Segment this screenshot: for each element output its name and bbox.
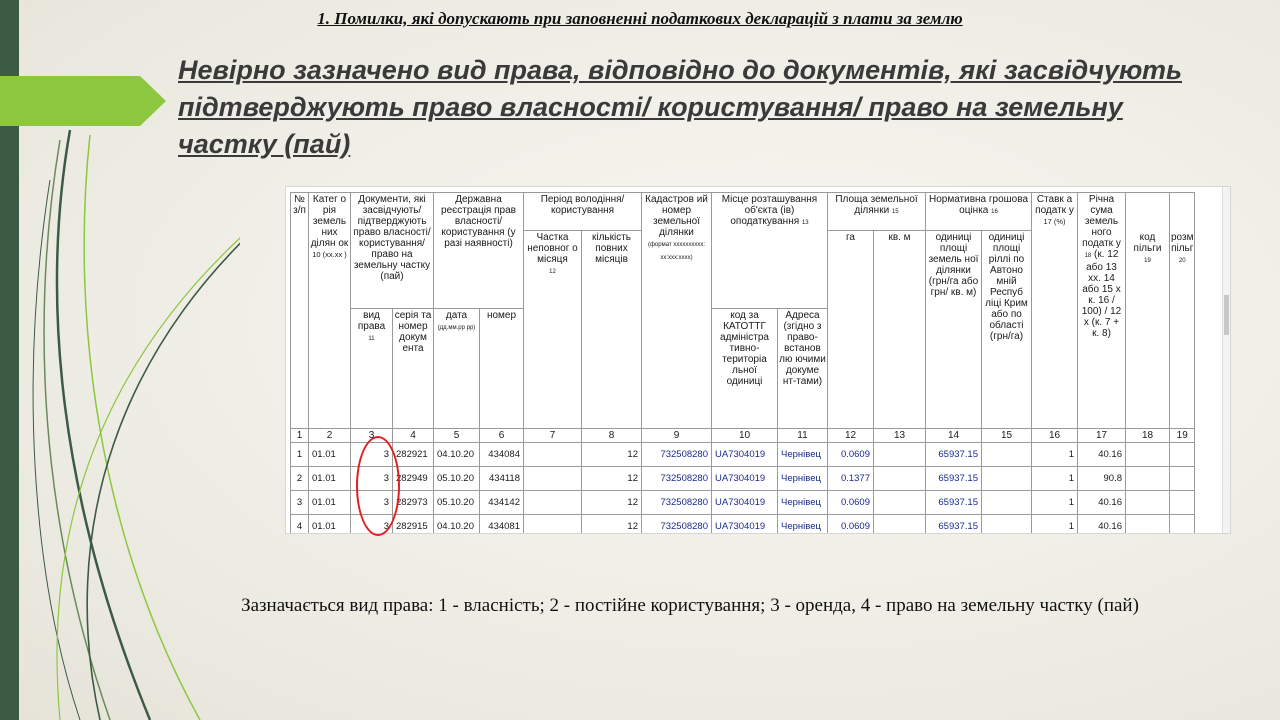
table-cell: 1 [1032, 467, 1078, 491]
th-benefit-blank2 [1170, 193, 1195, 231]
table-cell: 3 [351, 515, 393, 535]
table-cell [1126, 443, 1170, 467]
table-row [291, 515, 1195, 535]
column-number: 2 [309, 429, 351, 443]
table-cell: 01.01 [309, 467, 351, 491]
th-cadastral: Кадастров ий номер земельної ділянки (формат хххххххххх: хх:ххх:хххх) [642, 193, 712, 429]
th-loc-code: код за КАТОТТГ адміністра тивно-територіа льної одиниці [712, 309, 778, 429]
column-number: 6 [480, 429, 524, 443]
table-cell: 01.01 [309, 491, 351, 515]
table-cell: 12 [582, 491, 642, 515]
column-number: 15 [982, 429, 1032, 443]
th-reg-date: дата (дд.мм.рр рр) [434, 309, 480, 429]
table-cell: 0.0609 [828, 491, 874, 515]
th-period-part: Частка неповног о місяця 12 [524, 231, 582, 429]
table-cell: 434142 [480, 491, 524, 515]
th-docs-type: вид права 11 [351, 309, 393, 429]
table-cell: 05.10.20 [434, 491, 480, 515]
table-cell: 65937.15 [926, 443, 982, 467]
table-cell: 434081 [480, 515, 524, 535]
table-cell: Чернівец [778, 467, 828, 491]
column-number: 18 [1126, 429, 1170, 443]
table-cell: 40.16 [1078, 491, 1126, 515]
table-cell: 40.16 [1078, 443, 1126, 467]
table-cell: 3 [351, 443, 393, 467]
table-cell: 05.10.20 [434, 467, 480, 491]
th-category: Катег о рія земель них ділян ок 10 (хх.хх ) [309, 193, 351, 429]
th-val-crimea: одиниці площі ріллі по Автоно мній Респуб ліці Крим або по області (грн/га) [982, 231, 1032, 429]
table-cell: 90.8 [1078, 467, 1126, 491]
table-cell: 0.0609 [828, 443, 874, 467]
table-cell: UA7304019 [712, 515, 778, 535]
table-cell: 732508280 [642, 515, 712, 535]
scrollbar-thumb [1224, 295, 1229, 335]
table-cell: 1 [1032, 515, 1078, 535]
th-registry: Державна реєстрація прав власності/ користування (у разі наявності) [434, 193, 524, 309]
table-cell: 0.0609 [828, 515, 874, 535]
table-cell: Чернівец [778, 443, 828, 467]
table-cell: 2 [291, 467, 309, 491]
table-cell [1170, 467, 1195, 491]
th-loc-address: Адреса (згідно з право-встанов лю ючими докуме нт-тами) [778, 309, 828, 429]
table-cell: UA7304019 [712, 491, 778, 515]
th-val-unit: одиниці площі земель ної ділянки (грн/га або грн/ кв. м) [926, 231, 982, 429]
table-cell: 282949 [393, 467, 434, 491]
th-period-months: кількість повних місяців [582, 231, 642, 429]
table-cell [982, 491, 1032, 515]
table-cell: 65937.15 [926, 467, 982, 491]
declaration-table-image [285, 186, 1231, 534]
column-number-row [291, 429, 1195, 443]
column-number: 8 [582, 429, 642, 443]
declaration-table [290, 192, 1195, 534]
th-benefit-code: код пільги 19 [1126, 231, 1170, 429]
column-number: 5 [434, 429, 480, 443]
table-cell: 12 [582, 515, 642, 535]
table-cell [874, 443, 926, 467]
column-number: 11 [778, 429, 828, 443]
table-cell [524, 467, 582, 491]
table-cell [1126, 467, 1170, 491]
table-cell: 3 [351, 491, 393, 515]
table-cell: 282921 [393, 443, 434, 467]
table-cell: 12 [582, 467, 642, 491]
table-cell: 04.10.20 [434, 443, 480, 467]
table-cell: 732508280 [642, 443, 712, 467]
table-cell: 0.1377 [828, 467, 874, 491]
table-cell [1126, 515, 1170, 535]
table-cell: UA7304019 [712, 467, 778, 491]
th-area-ha: га [828, 231, 874, 429]
table-cell: 65937.15 [926, 515, 982, 535]
table-cell: Чернівец [778, 515, 828, 535]
table-cell: 3 [291, 491, 309, 515]
table-row [291, 467, 1195, 491]
th-valuation: Нормативна грошова оцінка 16 [926, 193, 1032, 231]
table-cell [524, 491, 582, 515]
column-number: 16 [1032, 429, 1078, 443]
table-cell: 1 [291, 443, 309, 467]
table-cell [524, 515, 582, 535]
slide-header: 1. Помилки, які допускають при заповненні податкових декларацій з плати за землю [317, 9, 963, 28]
table-cell: 65937.15 [926, 491, 982, 515]
table-row [291, 443, 1195, 467]
table-row [291, 491, 1195, 515]
th-annual: Річна сума земель ного податк у 18 (к. 12 або 13 хх. 14 або 15 х к. 16 / 100) / 12 х (к. 7 + к. 8) [1078, 193, 1126, 429]
column-number: 17 [1078, 429, 1126, 443]
table-cell [982, 443, 1032, 467]
table-cell: 12 [582, 443, 642, 467]
table-cell: 1 [1032, 491, 1078, 515]
th-rate: Ставк а податк у 17 (%) [1032, 193, 1078, 429]
th-reg-number: номер [480, 309, 524, 429]
th-area-m: кв. м [874, 231, 926, 429]
table-cell: Чернівец [778, 491, 828, 515]
table-cell: 4 [291, 515, 309, 535]
decorative-swooshes [0, 120, 240, 720]
table-cell [874, 491, 926, 515]
column-number: 19 [1170, 429, 1195, 443]
th-benefit-amt: розм пільг 20 [1170, 231, 1195, 429]
green-arrow-tab [0, 76, 166, 126]
column-number: 4 [393, 429, 434, 443]
table-cell: 434084 [480, 443, 524, 467]
table-cell [874, 515, 926, 535]
th-location: Місце розташування об'єкта (ів) оподаткування 13 [712, 193, 828, 309]
column-number: 10 [712, 429, 778, 443]
table-cell: 01.01 [309, 515, 351, 535]
column-number: 7 [524, 429, 582, 443]
table-cell [874, 467, 926, 491]
column-number: 13 [874, 429, 926, 443]
table-cell: 282915 [393, 515, 434, 535]
table-cell: 01.01 [309, 443, 351, 467]
th-num: № з/п [291, 193, 309, 429]
th-documents: Документи, які засвідчують/ підтверджують право власності/ користування/ право на земельну частку (пай) [351, 193, 434, 309]
column-number: 9 [642, 429, 712, 443]
table-cell [1126, 491, 1170, 515]
column-number: 3 [351, 429, 393, 443]
th-benefit-blank [1126, 193, 1170, 231]
column-number: 12 [828, 429, 874, 443]
table-cell [982, 467, 1032, 491]
table-cell: 282973 [393, 491, 434, 515]
table-cell: 1 [1032, 443, 1078, 467]
table-cell [982, 515, 1032, 535]
table-cell: 732508280 [642, 467, 712, 491]
scrollbar-track [1222, 187, 1230, 533]
table-cell [1170, 443, 1195, 467]
table-cell [1170, 515, 1195, 535]
slide-title: Невірно зазначено вид права, відповідно до документів, які засвідчують підтверджують право власності/ користування/ право на земельну частку (пай) [178, 55, 1182, 159]
table-cell: 04.10.20 [434, 515, 480, 535]
table-cell: UA7304019 [712, 443, 778, 467]
th-docs-series: серія та номер докум ента [393, 309, 434, 429]
column-number: 1 [291, 429, 309, 443]
table-cell [1170, 491, 1195, 515]
column-number: 14 [926, 429, 982, 443]
table-cell [524, 443, 582, 467]
caption-text: Зазначається вид права: 1 - власність; 2 - постійне користування; 3 - оренда, 4 - право на земельну частку (пай) [241, 595, 1139, 616]
table-cell: 3 [351, 467, 393, 491]
table-cell: 434118 [480, 467, 524, 491]
table-cell: 40.16 [1078, 515, 1126, 535]
th-period: Період володіння/ користування [524, 193, 642, 231]
table-cell: 732508280 [642, 491, 712, 515]
highlight-oval [356, 436, 400, 536]
th-area: Площа земельної ділянки 15 [828, 193, 926, 231]
